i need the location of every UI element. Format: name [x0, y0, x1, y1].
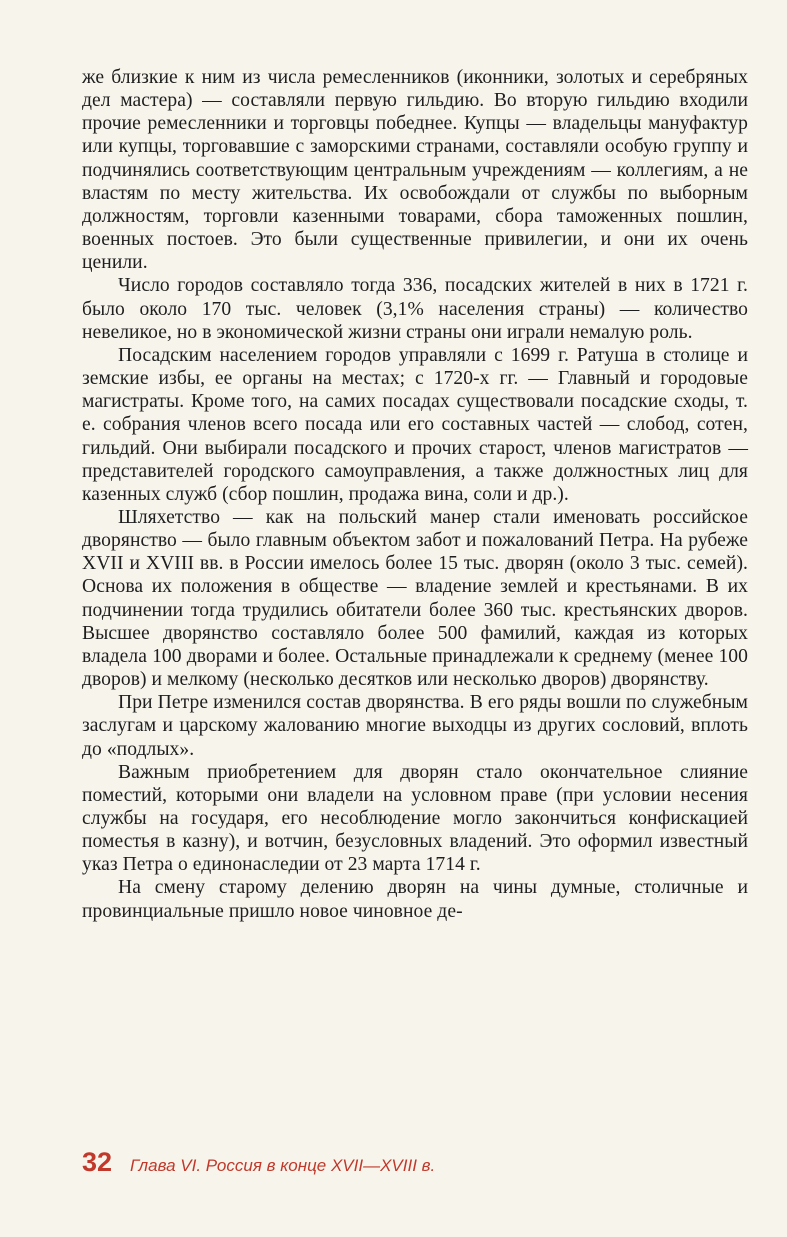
- paragraph-town-government: Посадским населением городов управляли с 1699 г. Ратуша в столице и земские избы, ее органы на местах; с 1720-х гг. — Главный и городовые магистраты. Кроме того, на самих посадах существовали посадские сходы, т. е. собрания членов всего посада или его составных частей — слобод, сотен, гильдий. Они выбирали посадского и прочих старост, членов магистратов — представителей городского самоуправления, а также должностных лиц для казенных служб (сбор пошлин, продажа вина, соли и др.).: [82, 344, 748, 505]
- page-footer: [82, 1147, 435, 1178]
- paragraph-nobility: Шляхетство — как на польский манер стали именовать российское дворянство — было главным объектом забот и пожалований Петра. На рубеже XVII и XVIII вв. в России имелось более 15 тыс. дворян (около 3 тыс. семей). Основа их положения в обществе — владение землей и крестьянами. В их подчинении тогда трудились обитатели более 360 тыс. крестьянских дворов. Высшее дворянство составляло более 500 фамилий, каждая из которых владела 100 дворами и более. Остальные принадлежали к среднему (менее 100 дворов) и мелкому (несколько десятков или несколько дворов) дворянству.: [82, 506, 748, 691]
- paragraph-cities: Число городов составляло тогда 336, посадских жителей в них в 1721 г. было около 170 тыс. человек (3,1% населения страны) — количество невеликое, но в экономической жизни страны они играли немалую роль.: [82, 275, 748, 343]
- page-number: 32: [82, 1147, 113, 1177]
- paragraph-guilds: же близкие к ним из числа ремесленников (иконники, золотых и серебряных дел мастера) — составляли первую гильдию. Во вторую гильдию входили прочие ремесленники и торговцы победнее. Купцы — владельцы мануфактур или купцы, торговавшие с заморскими странами, составляли особую группу и подчинялись соответствующим центральным учреждениям — коллегиям, а не властям по месту жительства. Их освобождали от службы по выборным должностям, торговли казенными товарами, сбора таможенных пошлин, военных постоев. Это были существенные привилегии, и они их очень ценили.: [82, 67, 748, 274]
- body-text: [82, 66, 748, 923]
- running-title: Глава VI. Россия в конце XVII—XVIII в.: [130, 1156, 436, 1175]
- paragraph-single-inheritance: Важным приобретением для дворян стало окончательное слияние поместий, которыми они владели на условном праве (при условии несения службы на государя, его несоблюдение могло закончиться конфискацией поместья в казну), и вотчин, безусловных владений. Это оформил известный указ Петра о единонаследии от 23 марта 1714 г.: [82, 761, 748, 876]
- paragraph-ranks: На смену старому делению дворян на чины думные, столичные и провинциальные пришло новое чиновное де-: [82, 877, 748, 922]
- paragraph-nobility-composition: При Петре изменился состав дворянства. В его ряды вошли по служебным заслугам и царскому жалованию многие выходцы из других сословий, вплоть до «подлых».: [82, 692, 748, 760]
